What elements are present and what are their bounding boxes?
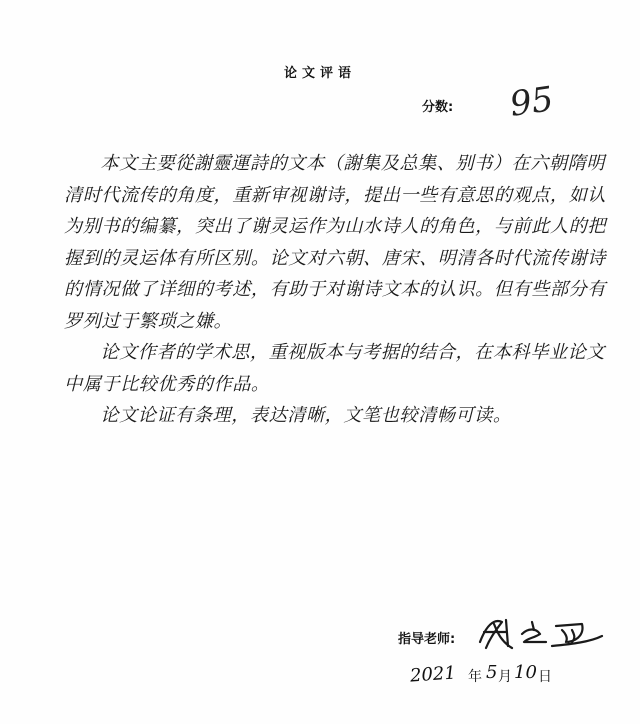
comment-paragraph-2: 论文作者的学术思，重视版本与考据的结合，在本科毕业论文中属于比较优秀的作品。	[64, 342, 605, 395]
handwritten-signature	[472, 612, 608, 656]
signature-row	[398, 616, 628, 656]
comment-paragraph-1: 本文主要從謝靈運詩的文本（謝集及总集、别书）在六朝隋明清时代流传的角度，重新审视谢诗，提出一些有意思的观点，如认为别书的编纂，突出了谢灵运作为山水诗人的角色，与前此人的把握到的灵运体有所区别。论文对六朝、唐宋、明清各时代流传谢诗的情况做了详细的考述，有助于对谢诗文本的认识。但有些部分有罗列过于繁琐之嫌。	[64, 153, 606, 332]
date-day-suffix: 日	[538, 669, 552, 685]
comment-paragraph-3: 论文论证有条理，表达清晰，文笔也较清畅可读。	[100, 405, 512, 426]
comment-body	[64, 148, 612, 432]
score-row	[422, 79, 602, 136]
date-year-suffix: 年	[468, 669, 482, 685]
document-title: 论文评语	[283, 66, 356, 81]
date-row	[410, 660, 590, 690]
score-value: 95	[507, 79, 556, 125]
signature-label: 指导老师:	[398, 632, 456, 647]
date-day: 10	[514, 662, 537, 683]
date-month: 5	[486, 662, 498, 683]
date-month-suffix: 月	[498, 669, 512, 685]
date-year: 2021	[409, 662, 457, 687]
score-label: 分数:	[422, 100, 454, 115]
